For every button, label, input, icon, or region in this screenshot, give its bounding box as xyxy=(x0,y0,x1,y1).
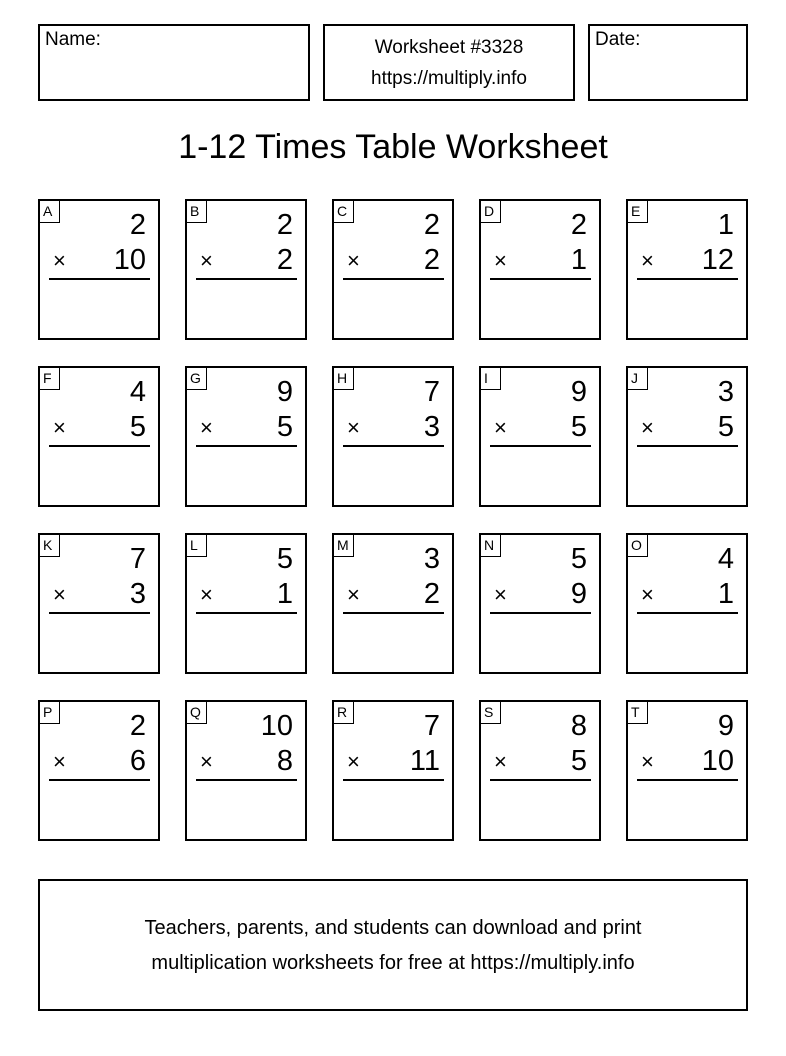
problem-card xyxy=(626,366,748,507)
multiplier: 5 xyxy=(129,411,146,443)
answer-line xyxy=(343,779,444,781)
multiplier: 10 xyxy=(113,244,146,276)
problem-label: M xyxy=(334,535,354,557)
problem-card xyxy=(185,533,307,674)
multiplier: 6 xyxy=(129,745,146,777)
answer-line xyxy=(637,779,738,781)
times-sign: × xyxy=(494,582,507,607)
times-sign: × xyxy=(641,415,654,440)
multiplicand: 4 xyxy=(717,543,734,575)
problem-card xyxy=(38,700,160,841)
problem-card xyxy=(38,366,160,507)
times-sign: × xyxy=(53,749,66,774)
times-sign: × xyxy=(494,749,507,774)
problem-label: K xyxy=(40,535,60,557)
answer-line xyxy=(490,278,591,280)
multiplicand: 7 xyxy=(423,376,440,408)
times-sign: × xyxy=(641,248,654,273)
answer-line xyxy=(49,445,150,447)
multiplier: 1 xyxy=(717,578,734,610)
times-sign: × xyxy=(347,248,360,273)
name-label: Name: xyxy=(45,29,101,50)
multiplier: 5 xyxy=(570,745,587,777)
problem-label: F xyxy=(40,368,60,390)
date-label: Date: xyxy=(595,29,641,50)
problem-label: C xyxy=(334,201,354,223)
multiplier: 5 xyxy=(717,411,734,443)
multiplicand: 3 xyxy=(423,543,440,575)
multiplier: 12 xyxy=(701,244,734,276)
times-sign: × xyxy=(53,582,66,607)
times-sign: × xyxy=(347,749,360,774)
multiplier: 11 xyxy=(409,745,440,777)
times-sign: × xyxy=(347,415,360,440)
multiplicand: 10 xyxy=(260,710,293,742)
answer-line xyxy=(490,612,591,614)
times-sign: × xyxy=(494,415,507,440)
answer-line xyxy=(343,445,444,447)
answer-line xyxy=(637,445,738,447)
problem-card xyxy=(185,366,307,507)
multiplicand: 2 xyxy=(570,209,587,241)
times-sign: × xyxy=(53,248,66,273)
times-sign: × xyxy=(347,582,360,607)
multiplicand: 4 xyxy=(129,376,146,408)
answer-line xyxy=(49,779,150,781)
problem-card xyxy=(332,366,454,507)
problem-label: L xyxy=(187,535,207,557)
footer-line-2: multiplication worksheets for free at https://multiply.info xyxy=(151,952,635,974)
multiplicand: 2 xyxy=(423,209,440,241)
problem-card xyxy=(332,199,454,340)
multiplier: 8 xyxy=(276,745,293,777)
multiplicand: 7 xyxy=(129,543,146,575)
problem-label: T xyxy=(628,702,648,724)
multiplicand: 9 xyxy=(276,376,293,408)
problem-card xyxy=(185,700,307,841)
times-sign: × xyxy=(53,415,66,440)
problem-label: A xyxy=(40,201,60,223)
times-sign: × xyxy=(641,582,654,607)
problem-label: D xyxy=(481,201,501,223)
answer-line xyxy=(637,612,738,614)
multiplier: 5 xyxy=(276,411,293,443)
times-sign: × xyxy=(200,248,213,273)
multiplicand: 9 xyxy=(717,710,734,742)
problem-label: I xyxy=(481,368,501,390)
multiplicand: 1 xyxy=(717,209,734,241)
problem-card xyxy=(626,533,748,674)
problem-card xyxy=(332,700,454,841)
answer-line xyxy=(196,612,297,614)
multiplicand: 5 xyxy=(276,543,293,575)
answer-line xyxy=(637,278,738,280)
times-sign: × xyxy=(200,749,213,774)
problem-label: P xyxy=(40,702,60,724)
times-sign: × xyxy=(641,749,654,774)
problem-card xyxy=(479,533,601,674)
problem-label: S xyxy=(481,702,501,724)
problem-label: E xyxy=(628,201,648,223)
multiplier: 2 xyxy=(423,578,440,610)
multiplicand: 2 xyxy=(276,209,293,241)
problem-label: H xyxy=(334,368,354,390)
worksheet-id: Worksheet #3328 xyxy=(374,37,524,58)
problem-card xyxy=(479,199,601,340)
multiplicand: 3 xyxy=(717,376,734,408)
footer-line-1: Teachers, parents, and students can download and print xyxy=(144,917,642,939)
problem-label: Q xyxy=(187,702,207,724)
answer-line xyxy=(196,278,297,280)
multiplicand: 7 xyxy=(423,710,440,742)
problem-card xyxy=(626,700,748,841)
answer-line xyxy=(490,779,591,781)
problem-label: O xyxy=(628,535,648,557)
multiplier: 2 xyxy=(423,244,440,276)
multiplier: 3 xyxy=(129,578,146,610)
answer-line xyxy=(49,278,150,280)
answer-line xyxy=(196,445,297,447)
problem-label: N xyxy=(481,535,501,557)
multiplicand: 8 xyxy=(570,710,587,742)
multiplier: 5 xyxy=(570,411,587,443)
problem-label: G xyxy=(187,368,207,390)
multiplier: 1 xyxy=(276,578,293,610)
times-sign: × xyxy=(200,415,213,440)
multiplicand: 2 xyxy=(129,209,146,241)
problem-card xyxy=(185,199,307,340)
worksheet-info-box xyxy=(323,24,575,101)
times-sign: × xyxy=(494,248,507,273)
multiplier: 9 xyxy=(570,578,587,610)
name-box xyxy=(38,24,310,101)
date-box xyxy=(588,24,748,101)
problem-label: R xyxy=(334,702,354,724)
problem-label: B xyxy=(187,201,207,223)
multiplicand: 2 xyxy=(129,710,146,742)
problem-card xyxy=(479,366,601,507)
answer-line xyxy=(196,779,297,781)
problem-card xyxy=(38,199,160,340)
multiplier: 2 xyxy=(276,244,293,276)
page-title: 1-12 Times Table Worksheet xyxy=(178,128,608,166)
multiplicand: 9 xyxy=(570,376,587,408)
answer-line xyxy=(490,445,591,447)
problem-card xyxy=(38,533,160,674)
problem-card xyxy=(479,700,601,841)
worksheet-url: https://multiply.info xyxy=(371,68,527,89)
multiplier: 1 xyxy=(570,244,587,276)
multiplicand: 5 xyxy=(570,543,587,575)
multiplier: 10 xyxy=(701,745,734,777)
answer-line xyxy=(49,612,150,614)
footer-box xyxy=(38,879,748,1011)
times-sign: × xyxy=(200,582,213,607)
answer-line xyxy=(343,278,444,280)
problem-card xyxy=(332,533,454,674)
problem-label: J xyxy=(628,368,648,390)
answer-line xyxy=(343,612,444,614)
multiplier: 3 xyxy=(423,411,440,443)
problem-card xyxy=(626,199,748,340)
